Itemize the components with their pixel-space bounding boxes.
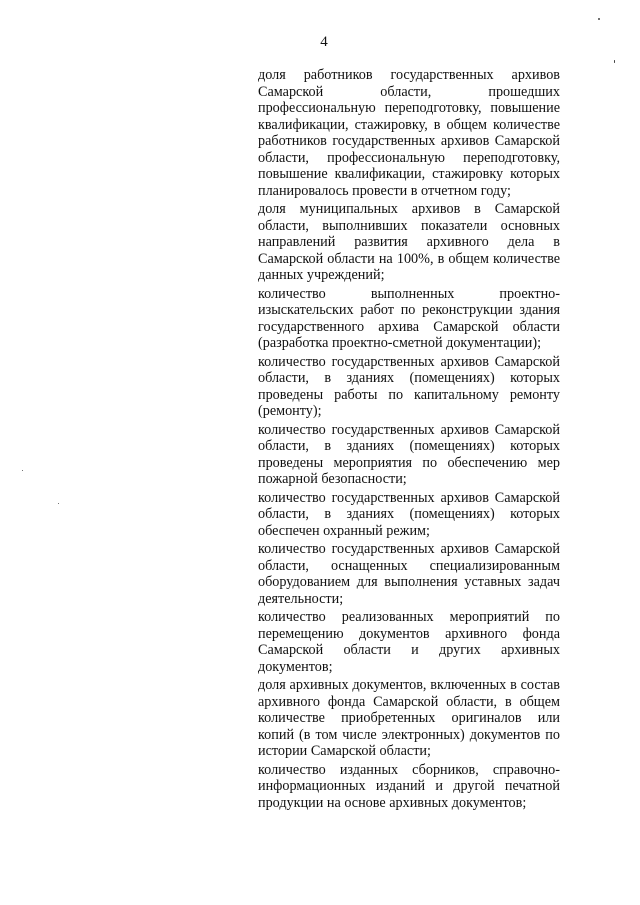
paragraph-8: количество реализованных мероприятий по перемещению документов архивного фонда Самарской области и других архивных документов; <box>258 609 560 675</box>
scan-speck <box>22 470 23 471</box>
paragraph-7: количество государственных архивов Самарской области, оснащенных специализированным оборудованием для выполнения уставных задач деятельности; <box>258 541 560 607</box>
scan-speck <box>614 60 615 63</box>
paragraph-3: количество выполненных проектно-изыскательских работ по реконструкции здания государственного архива Самарской области (разработка проектно-сметной документации); <box>258 285 560 351</box>
paragraph-6: количество государственных архивов Самарской области, в зданиях (помещениях) которых обеспечен охранный режим; <box>258 489 560 539</box>
page-number: 4 <box>320 34 328 50</box>
paragraph-10: количество изданных сборников, справочно-информационных изданий и другой печатной продукции на основе архивных документов; <box>258 761 560 811</box>
body-text <box>258 67 560 813</box>
scan-speck <box>58 503 59 504</box>
paragraph-2: доля муниципальных архивов в Самарской области, выполнивших показатели основных направлений развития архивного дела в Самарской области на 100%, в общем количестве данных учреждений; <box>258 201 560 283</box>
scan-speck <box>598 18 600 20</box>
paragraph-1: доля работников государственных архивов Самарской области, прошедших профессиональную переподготовку, повышение квалификации, стажировку, в общем количестве работников государственных архивов Самарской области, профессиональную переподготовку, повышение квалификации, стажировку которых планировалось провести в отчетном году; <box>258 67 560 199</box>
paragraph-9: доля архивных документов, включенных в состав архивного фонда Самарской области, в общем количестве приобретенных оригиналов или копий (в том числе электронных) документов по истории Самарской области; <box>258 677 560 759</box>
paragraph-5: количество государственных архивов Самарской области, в зданиях (помещениях) которых проведены мероприятия по обеспечению мер пожарной безопасности; <box>258 421 560 487</box>
paragraph-4: количество государственных архивов Самарской области, в зданиях (помещениях) которых проведены работы по капитальному ремонту (ремонту); <box>258 353 560 419</box>
